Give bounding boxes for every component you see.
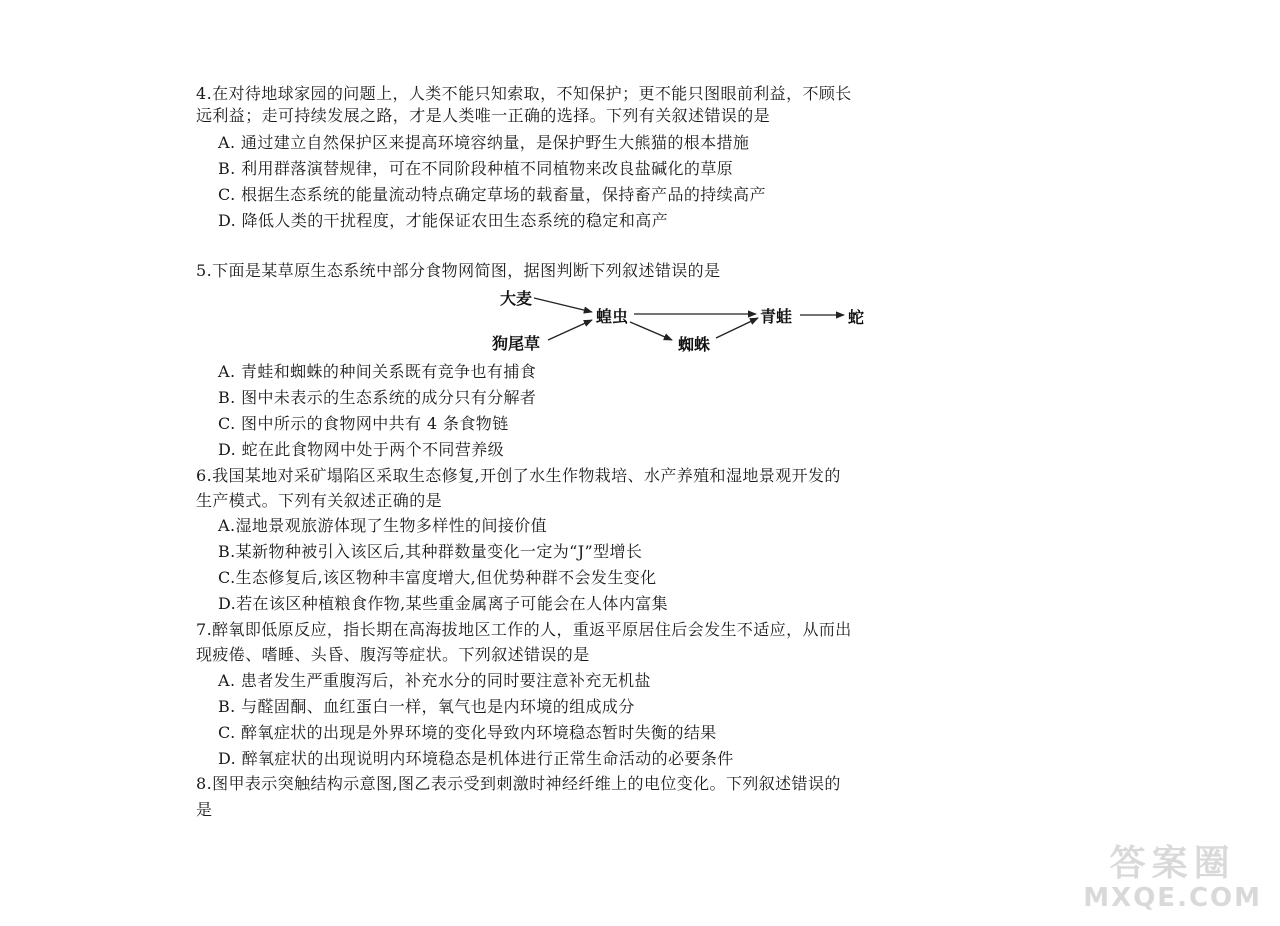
node-foxtail: 狗尾草 <box>492 334 541 353</box>
node-snake: 蛇 <box>848 308 865 327</box>
watermark-logo <box>1083 844 1262 912</box>
q6-option-a: A.湿地景观旅游体现了生物多样性的间接价值 <box>218 516 548 535</box>
q8-stem-line2: 是 <box>196 800 213 819</box>
q7-option-c: C. 醉氧症状的出现是外界环境的变化导致内环境稳态暂时失衡的结果 <box>218 723 717 742</box>
q5-stem: 5.下面是某草原生态系统中部分食物网简图，据图判断下列叙述错误的是 <box>196 261 721 280</box>
q5-option-d: D. 蛇在此食物网中处于两个不同营养级 <box>218 440 505 459</box>
arrow-spider-frog <box>716 318 758 338</box>
q7-option-a: A. 患者发生严重腹泻后，补充水分的同时要注意补充无机盐 <box>218 671 651 690</box>
node-frog: 青蛙 <box>760 307 793 326</box>
q4-option-d: D. 降低人类的干扰程度，才能保证农田生态系统的稳定和高产 <box>218 211 669 230</box>
q5-option-a: A. 青蛙和蜘蛛的种间关系既有竞争也有捕食 <box>218 362 537 381</box>
node-locust: 蝗虫 <box>596 307 629 326</box>
q4-option-c: C. 根据生态系统的能量流动特点确定草场的载畜量，保持畜产品的持续高产 <box>218 185 766 204</box>
arrow-foxtail-locust <box>548 320 592 340</box>
q6-stem-line1: 6.我国某地对采矿塌陷区采取生态修复,开创了水生作物栽培、水产养殖和湿地景观开发的 <box>196 466 841 485</box>
q4-option-b: B. 利用群落演替规律，可在不同阶段种植不同植物来改良盐碱化的草原 <box>218 159 734 178</box>
q7-option-d: D. 醉氧症状的出现说明内环境稳态是机体进行正常生命活动的必要条件 <box>218 749 734 768</box>
q5-option-c: C. 图中所示的食物网中共有 4 条食物链 <box>218 414 509 433</box>
node-spider: 蜘蛛 <box>678 335 711 354</box>
watermark-url: MXQE.COM <box>1083 883 1262 913</box>
watermark-text: 答案圈 <box>1109 843 1236 884</box>
q7-option-b: B. 与醛固酮、血红蛋白一样，氧气也是内环境的组成成分 <box>218 697 635 716</box>
q4-option-a: A. 通过建立自然保护区来提高环境容纳量，是保护野生大熊猫的根本措施 <box>218 133 750 152</box>
arrow-barley-locust <box>534 298 592 312</box>
q6-option-c: C.生态修复后,该区物种丰富度增大,但优势种群不会发生变化 <box>218 568 657 587</box>
q6-option-b: B.某新物种被引入该区后,其种群数量变化一定为“J”型增长 <box>218 542 643 561</box>
food-web-diagram <box>486 286 886 360</box>
q4-stem-line2: 远利益；走可持续发展之路，才是人类唯一正确的选择。下列有关叙述错误的是 <box>196 106 771 125</box>
q6-option-d: D.若在该区种植粮食作物,某些重金属离子可能会在人体内富集 <box>218 594 669 613</box>
node-barley: 大麦 <box>500 289 533 308</box>
arrow-locust-spider <box>630 322 672 340</box>
q8-stem-line1: 8.图甲表示突触结构示意图,图乙表示受到刺激时神经纤维上的电位变化。下列叙述错误的 <box>196 774 841 793</box>
q5-option-b: B. 图中未表示的生态系统的成分只有分解者 <box>218 388 537 407</box>
q4-stem-line1: 4.在对待地球家园的问题上，人类不能只知索取，不知保护；更不能只图眼前利益，不顾长 <box>196 84 852 103</box>
q6-stem-line2: 生产模式。下列有关叙述正确的是 <box>196 491 443 510</box>
q7-stem-line2: 现疲倦、嗜睡、头昏、腹泻等症状。下列叙述错误的是 <box>196 645 590 664</box>
q7-stem-line1: 7.醉氧即低原反应，指长期在高海拔地区工作的人，重返平原居住后会发生不适应，从而出 <box>196 620 852 639</box>
